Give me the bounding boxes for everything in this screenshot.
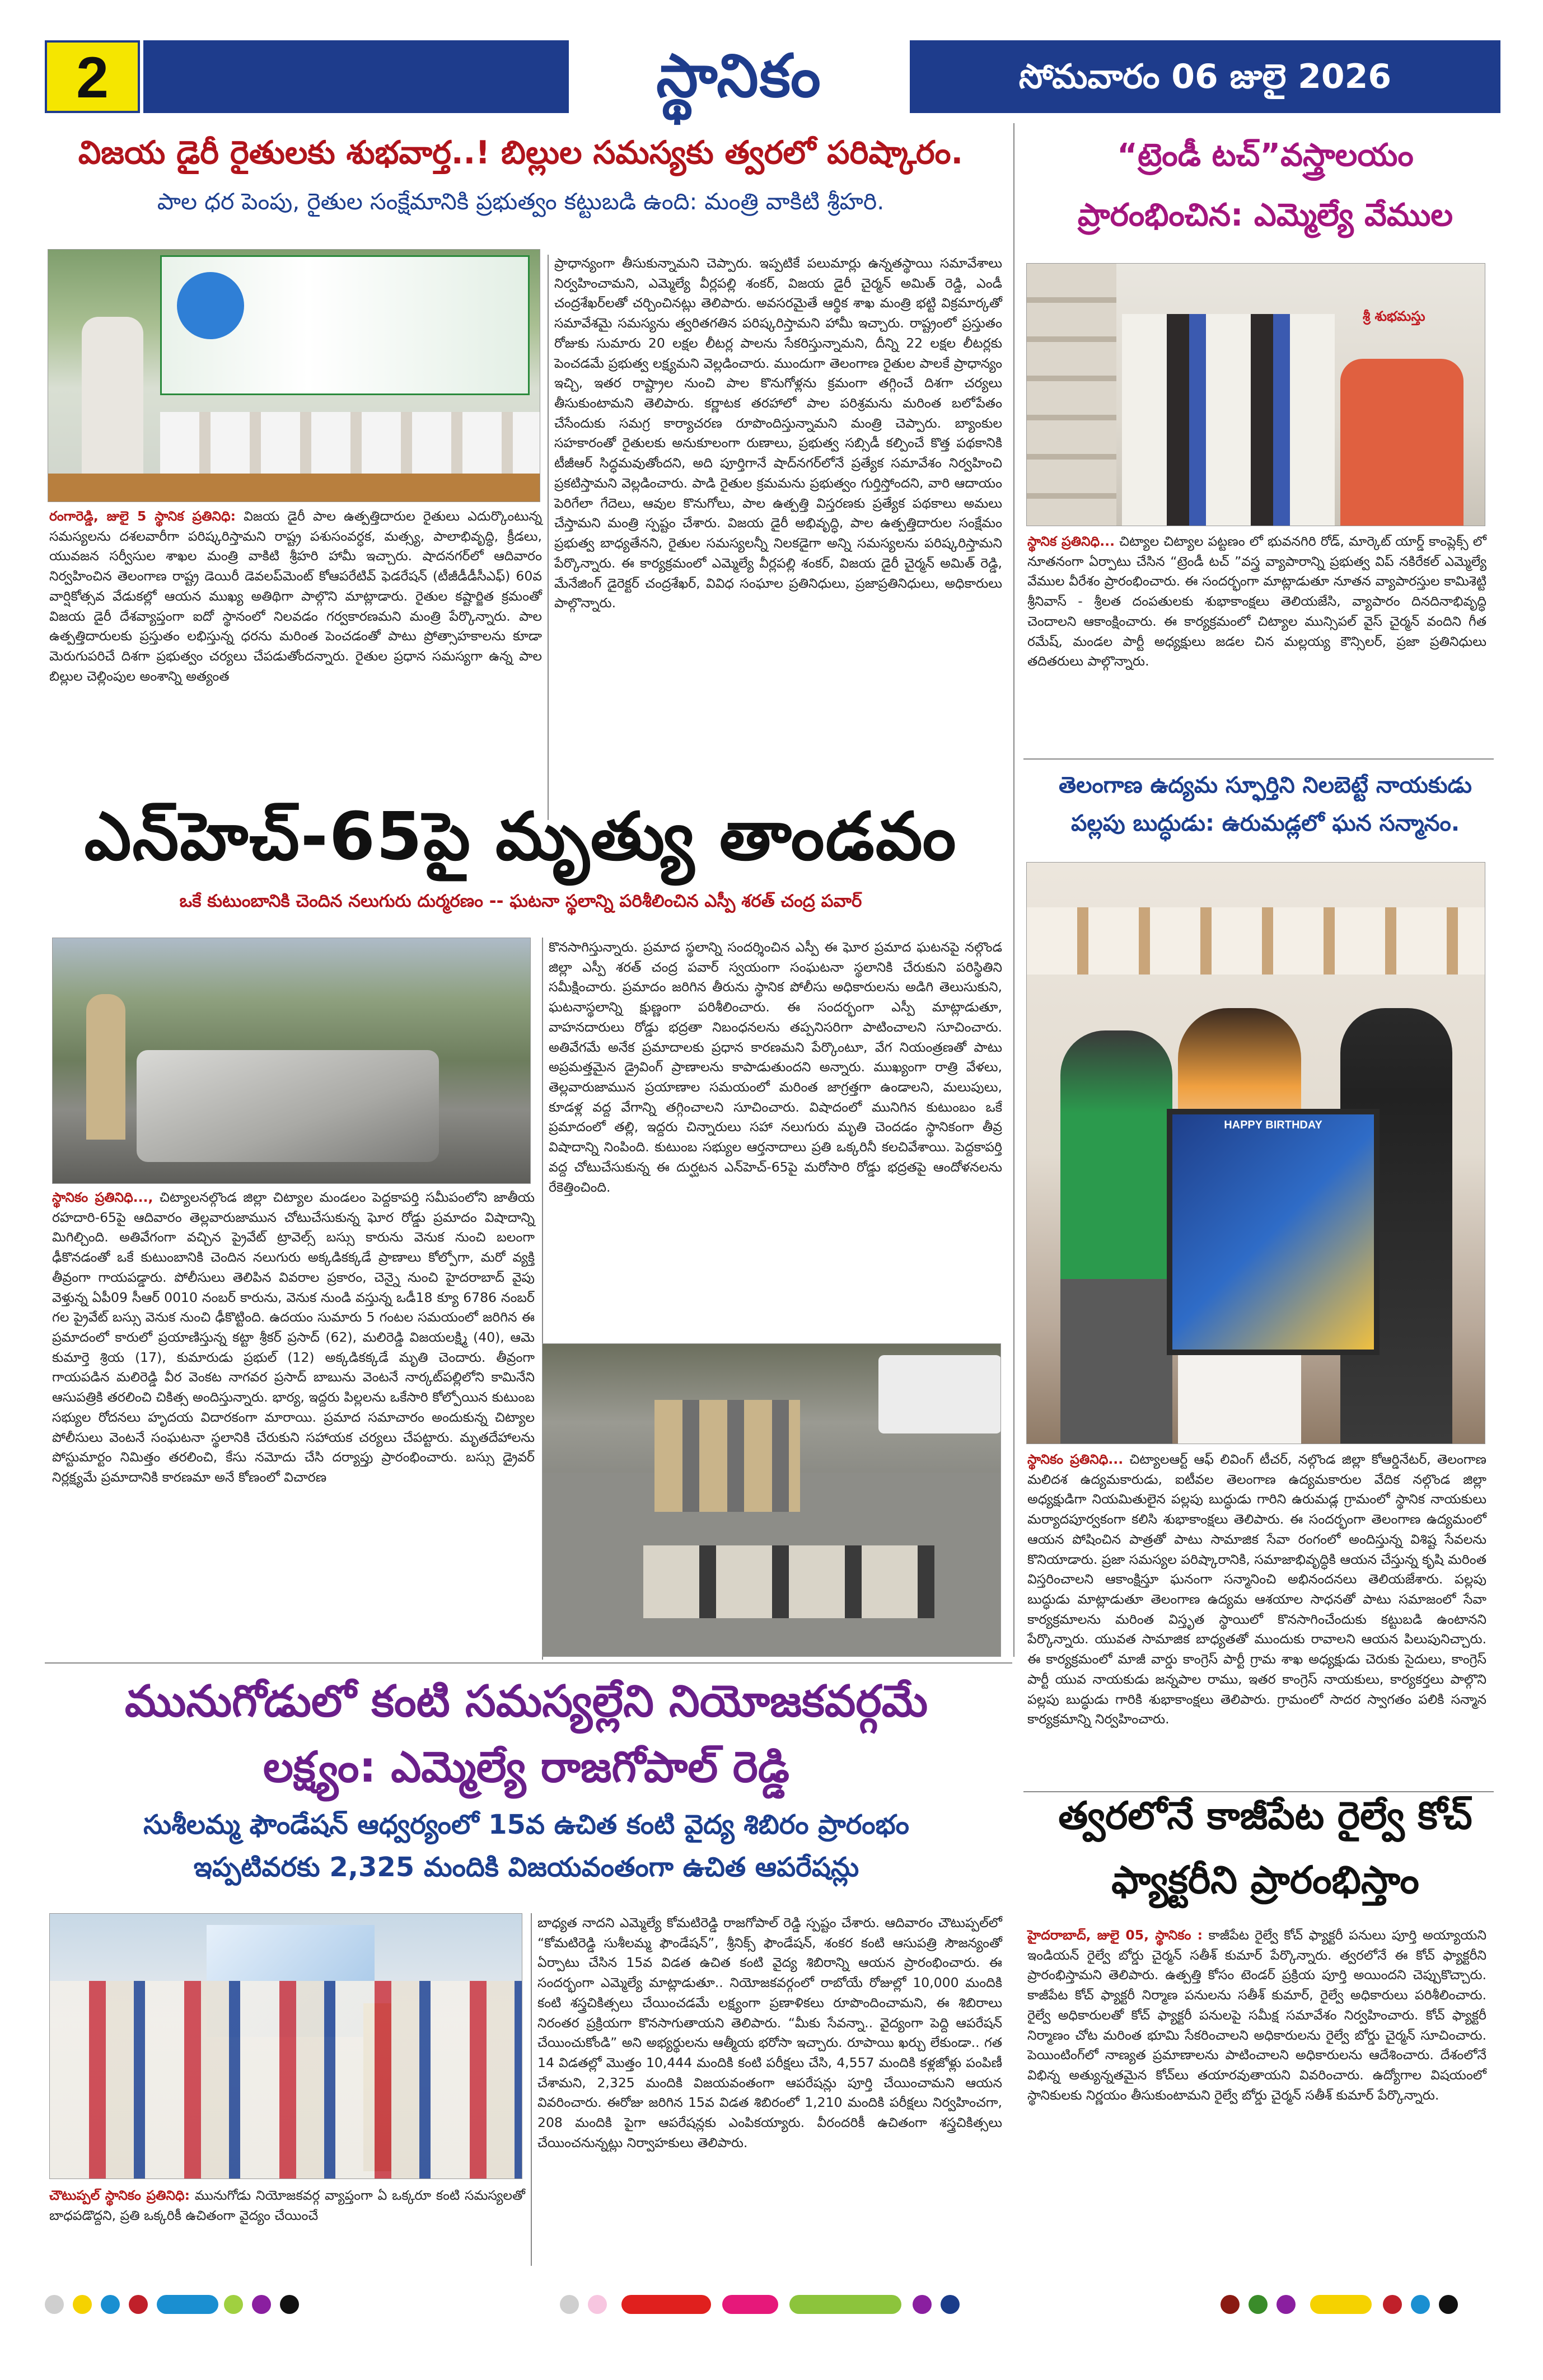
udyama-headline-2: పల్లపు బుద్ధుడు: ఉరుమడ్లలో ఘన సన్మానం. (1070, 810, 1460, 836)
masthead-left-band (143, 40, 569, 113)
dairy-text-left: విజయ డైరీ పాల ఉత్పత్తిదారుల రైతులు ఎదుర్కొంటున్న సమస్యలను దశలవారీగా పరిష్కరిస్తామని రాష్ట్ర పశుసంవర్ధక, మత్స్య, పాలాభివృద్ధి, క్రీడలు, యువజన సర్వీసుల శాఖల మంత్రి వాకిటి శ్రీహరి హామీ ఇచ్చారు. షాదనగర్‌లో ఆదివారం నిర్వహించిన తెలంగాణ రాష్ట్ర డెయిరీ డెవలప్‌మెంట్ కోఆపరేటివ్ ఫెడరేషన్ (టీజీడీడీసీఎఫ్) 60వ వార్షికోత్సవ వేడుకల్లో ఆయన ముఖ్య అతిథిగా పాల్గొని మాట్లాడారు. రైతుల కష్టార్జిత క్రమంతో విజయ డైరీ దేశవ్యాప్తంగా ఐదో స్థానంలో నిలవడం గర్వకారణమని మంత్రి పేర్కొన్నారు. పాల ఉత్పత్తిదారులకు ప్రస్తుతం లభిస్తున్న ధరను మరింత పెంచడంతో పాటు ప్రోత్సాహకాలను కూడా మెరుగుపరిచే దిశగా ప్రభుత్వం చర్యలు చేపడుతోందన్నారు. రైతుల ప్రధాన సమస్యగా ఉన్న పాల బిల్లుల చెల్లింపుల అంశాన్ని అత్యంత (49, 508, 542, 684)
dairy-body-left (49, 507, 542, 831)
munugodu-body-right: బాధ్యత నాదని ఎమ్మెల్యే కోమటిరెడ్డి రాజగోపాల్ రెడ్డి స్పష్టం చేశారు. ఆదివారం చౌటుప్పల్‌లో “కోమటిరెడ్డి సుశీలమ్మ ఫౌండేషన్”, శ్రీనిక్స్ ఫౌండేషన్, శంకర కంటి ఆసుపత్రి సౌజన్యంతో ఏర్పాటు చేసిన 15వ విడత ఉచిత కంటి వైద్య శిబిరాన్ని ఆయన ప్రారంభించారు. ఈ సందర్భంగా ఎమ్మెల్యే మాట్లాడుతూ.. నియోజకవర్గంలో రాబోయే రోజుల్లో 10,000 మందికి కంటి శస్త్రచికిత్సలు చేయించడమే లక్ష్యంగా ప్రణాళికలు రూపొందించామని, ఈ శిబిరాలు నిరంతర ప్రక్రియగా కొనసాగుతాయని తెలిపారు. “మీకు సేవన్నా.. వైద్యంగా పెద్ది ఆపరేషన్ చేయించుకోండి” అని అభ్యర్థులను ఆత్మీయ భరోసా ఇచ్చారు. రూపాయి ఖర్చు లేకుండా.. గత 14 విడతల్లో మొత్తం 10,444 మందికి కంటి పరీక్షలు చేసి, 4,557 మందికి కళ్లజోళ్లు పంపిణీ చేశామని, 2,325 మందికి విజయవంతంగా ఆపరేషన్లు పూర్తి చేయించామని ఆయన వివరించారు. ఈరోజు జరిగిన 15వ విడత శిబిరంలో 1,210 మందికి పరీక్షలు నిర్వహించగా, 208 మందికి పైగా ఆపరేషన్లకు ఎంపికయ్యారు. వీరందరికీ ఉచితంగా శస్త్రచికిత్సలు చేయించనున్నట్లు నిర్వాహకులు తెలిపారు. (537, 1915, 1002, 2151)
udyama-frame-text: HAPPY BIRTHDAY (1224, 1119, 1322, 1131)
trendy-people-group (1122, 314, 1335, 526)
reg-dot (129, 2295, 148, 2314)
udyama-man-left (1060, 1030, 1172, 1444)
reg-dot (1439, 2295, 1458, 2314)
reg-bar (621, 2295, 711, 2314)
footer-color-bar-left (45, 2295, 325, 2317)
kazipet-text: కాజీపేట రైల్వే కోచ్ ఫ్యాక్టరీ పనులు పూర్తి అయ్యాయని ఇండియన్ రైల్వే బోర్డు చైర్మన్ సతీశ్ కుమార్ పేర్కొన్నారు. త్వరలోనే ఈ కోచ్ ఫ్యాక్టరీని ప్రారంభిస్తామని తెలిపారు. ఉత్పత్తి కోసం టెండర్ ప్రక్రియ పూర్తి అయిందని చెప్పుకొచ్చారు. కాజీపేట కోచ్ ఫ్యాక్టరీ నిర్మాణ పనులను సతీశ్ కుమార్, రైల్వే అధికారులు పరిశీలించారు. రైల్వే అధికారులతో కోచ్ ఫ్యాక్టరీ పనులపై సమీక్ష సమావేశం నిర్వహించారు. కోచ్ ఫ్యాక్టరీ నిర్మాణం చోట మరింత భూమి సేకరించాలని అధికారులను రైల్వే బోర్డు చైర్మన్ సూచించారు. పెయింటింగ్‌లో నాణ్యత ప్రమాణాలను పాటించాలని అధికారులను ఆదేశించారు. దేశంలోనే విభిన్న అత్యున్నతమైన కోచ్‌లు తయారవుతాయని వివరించారు. ఉద్యోగాల విషయంలో స్థానికులకు నిర్ణయం తీసుకుంటామని రైల్వే బోర్డు చైర్మన్ సతీశ్ కుమార్ పేర్కొన్నారు. (1027, 1927, 1486, 2103)
udyama-photo (1026, 862, 1485, 1444)
nh65-headline: ఎన్‌హెచ్-65పై మృత్యు తాండవం (84, 798, 957, 875)
munugodu-headline-2: లక్ష్యం: ఎమ్మెల్యే రాజగోపాల్ రెడ్డి (263, 1742, 790, 1792)
reg-bar (1310, 2295, 1372, 2314)
reg-dot (560, 2295, 579, 2314)
reg-dot (1249, 2295, 1268, 2314)
munugodu-dateline: చౌటుప్పల్ స్థానికం ప్రతినిధి: (49, 2187, 190, 2203)
nh65-text-left: చిట్యాలనల్గొండ జిల్లా చిట్యాల మండలం పెద్దకాపర్తి సమీపంలోని జాతీయ రహదారి-65పై ఆదివారం తెల్లవారుజామున చోటుచేసుకున్న ఘోర రోడ్డు ప్రమాదం విషాదాన్ని మిగిల్చింది. అతివేగంగా వచ్చిన ప్రైవేట్ ట్రావెల్స్ బస్సు కారును వెనుక నుంచి బలంగా ఢీకొనడంతో ఒకే కుటుంబానికి చెందిన నలుగురు అక్కడికక్కడే ప్రాణాలు కోల్పోగా, మరో వ్యక్తి తీవ్రంగా గాయపడ్డారు. పోలీసులు తెలిపిన వివరాల ప్రకారం, చెన్నై నుంచి హైదరాబాద్ వైపు వెళ్తున్న ఏపీ09 సీఆర్ 0010 నంబర్ కారును, వెనుక నుండి వస్తున్న ఒడీ18 క్యూ 6786 నంబర్ గల ప్రైవేట్ బస్సు వెనుక నుంచి ఢీకొట్టింది. ఉదయం సుమారు 5 గంటల సమయంలో జరిగిన ఈ ప్రమాదంలో కారులో ప్రయాణిస్తున్న కట్టా శ్రీకర్ ప్రసాద్ (62), మలిరెడ్డి విజయలక్ష్మి (40), ఆమె కుమార్తె శ్రియ (17), కుమారుడు ప్రభుల్ (12) అక్కడికక్కడే మృతి చెందారు. తీవ్రంగా గాయపడిన మలిరెడ్డి వీర వెంకట నాగవర ప్రసాద్ బాబును వెంటనే నార్కట్‌పల్లిలోని కామినేని ఆసుపత్రికి తరలించి చికిత్స అందిస్తున్నారు. భార్య, ఇద్దరు పిల్లలను ఒకేసారి కోల్పోయిన కుటుంబ సభ్యుల రోదనలు హృదయ విదారకంగా మారాయి. ప్రమాద సమాచారం అందుకున్న చిట్యాల పోలీసులు వెంటనే సంఘటనా స్థలానికి చేరుకుని సహాయక చర్యలు చేపట్టారు. మృతదేహాలను పోస్టుమార్టం నిమిత్తం తరలించి, కేసు నమోదు చేసి దర్యాప్తు ప్రారంభించారు. బస్సు డ్రైవర్ నిర్లక్ష్యమే ప్రమాదానికి కారణమా అనే కోణంలో విచారణ (52, 1189, 535, 1486)
munugodu-body-left (49, 2186, 525, 2264)
nh65-body-right: కొనసాగిస్తున్నారు. ప్రమాద స్థలాన్ని సందర్శించిన ఎస్పీ ఈ ఘోర ప్రమాద ఘటనపై నల్గొండ జిల్లా ఎస్పీ శరత్ చంద్ర పవార్ స్వయంగా సంఘటనా స్థలానికి చేరుకుని పరిస్థితిని సమీక్షించారు. ప్రమాదం జరిగిన తీరును స్థానిక పోలీసు అధికారులను అడిగి తెలుసుకుని, ఘటనాస్థలాన్ని క్షుణ్ణంగా పరిశీలించారు. ఈ సందర్భంగా ఎస్పీ మాట్లాడుతూ, వాహనదారులు రోడ్డు భద్రతా నిబంధనలను తప్పనిసరిగా పాటించాలని సూచించారు. అతివేగమే అనేక ప్రమాదాలకు ప్రధాన కారణమని పేర్కొంటూ, వేగ నియంత్రణతో పాటు అప్రమత్తమైన డ్రైవింగ్ ప్రాణాలను కాపాడుతుందని అన్నారు. ముఖ్యంగా రాత్రి వేళలు, తెల్లవారుజామున ప్రయాణాల సమయంలో మరింత జాగ్రత్తగా ఉండాలని, మలుపులు, కూడళ్ల వద్ద వేగాన్ని తగ్గించాలని సూచించారు. విషాదంలో మునిగిన కుటుంబం ఒకే ప్రమాదంలో తల్లి, ఇద్దరు చిన్నారులు సహా నలుగురు మృతి చెందడం స్థానికంగా తీవ్ర విషాదాన్ని నింపింది. కుటుంబ సభ్యుల ఆర్తనాదాలు ప్రతి ఒక్కరినీ కలచివేశాయి. పెద్దకాపర్తి వద్ద చోటుచేసుకున్న ఈ దుర్ఘటన ఎన్‌హెచ్-65పై మరోసారి రోడ్డు భద్రతపై ఆందోళనలను రేకెత్తించింది. (549, 939, 1002, 1195)
dairy-subhead: పాల ధర పెంపు, రైతుల సంక్షేమానికి ప్రభుత్వం కట్టుబడి ఉంది: మంత్రి వాకిటి శ్రీహరి. (157, 188, 885, 215)
reg-dot (941, 2295, 960, 2314)
udyama-photo-frame (1167, 1109, 1380, 1355)
top-divider (1013, 123, 1014, 834)
reg-bar (722, 2295, 778, 2314)
trendy-photo (1026, 263, 1485, 526)
kazipet-headline-2: ఫ్యాక్టరీని ప్రారంభిస్తాం (1111, 1858, 1419, 1903)
udyama-text: చిట్యాలఆర్ట్ ఆఫ్ లివింగ్ టీచర్, నల్గొండ జిల్లా కోఆర్డినేటర్, తెలంగాణ మలిదశ ఉద్యమకారుడు, ఐటీవల తెలంగాణ ఉద్యమకారుల వేదిక నల్గొండ జిల్లా అధ్యక్షుడిగా నియమితులైన పల్లపు బుద్ధుడు గారిని ఉరుమడ్ల గ్రామంలో స్థానిక నాయకులు మర్యాదపూర్వకంగా కలిసి శుభాకాంక్షలు తెలిపారు. ఈ సందర్భంగా తెలంగాణ ఉద్యమంలో ఆయన పోషించిన పాత్రతో పాటు సామాజిక సేవా రంగంలో అందిస్తున్న విశిష్ట సేవలను కొనియాడారు. ప్రజా సమస్యల పరిష్కారానికి, సమాజాభివృద్ధికి ఆయన చేస్తున్న కృషి మరింత విస్తరించాలని ఆకాంక్షిస్తూ ఘనంగా సన్మానించి అభినందనలు తెలియజేశారు. పల్లపు బుద్ధుడు మాట్లాడుతూ తెలంగాణ ఉద్యమ ఆశయాల సాధనతో పాటు సమాజంలో సేవా కార్యక్రమాలను మరింత విస్తృత స్థాయిలో కొనసాగించేందుకు కట్టుబడి ఉంటానని పేర్కొన్నారు. యువత సామాజిక బాధ్యతతో ముందుకు రావాలని ఆయన పిలుపునిచ్చారు. ఈ కార్యక్రమంలో మాజీ వార్డు కాంగ్రెస్ పార్టీ గ్రామ శాఖ అధ్యక్షుడు చెరుకు సైదులు, కాంగ్రెస్ పార్టీ యువ నాయకుడు జన్నపాల రాము, ఇతర కాంగ్రెస్ నాయకులు, కార్యకర్తలు పాల్గొని పల్లపు బుద్ధుడు గారికి శుభాకాంక్షలు తెలిపారు. గ్రామంలో సాదర స్వాగతం పలికి సన్మాన కార్యక్రమాన్ని నిర్వహించారు. (1027, 1451, 1486, 1727)
horizontal-divider-right (1023, 758, 1494, 760)
kazipet-headline-1: త్వరలోనే కాజీపేట రైల్వే కోచ్ (1058, 1794, 1472, 1838)
munugodu-crowd (50, 1981, 522, 2179)
udyama-dateline: స్థానికం ప్రతినిధి... (1027, 1451, 1124, 1467)
munugodu-text-left: మునుగోడు నియోజకవర్గ వ్యాప్తంగా ఏ ఒక్కరూ కంటి సమస్యలతో బాధపడొద్దని, ప్రతి ఒక్కరికీ ఉచితంగా వైద్యం చేయించే (49, 2187, 525, 2223)
reg-bar (789, 2295, 901, 2314)
reg-dot (224, 2295, 243, 2314)
reg-dot (1277, 2295, 1296, 2314)
bodies-ambulance (878, 1355, 1001, 1433)
crash-officer (86, 994, 125, 1140)
nh65-photo-crash-car (52, 938, 531, 1184)
nh65-photo-bodies (542, 1343, 1001, 1657)
reg-bar (157, 2295, 218, 2314)
udyama-shelf (1027, 907, 1485, 975)
reg-dot (588, 2295, 607, 2314)
reg-dot (913, 2295, 932, 2314)
reg-dot (45, 2295, 64, 2314)
middle-right-divider (1013, 834, 1014, 1657)
dairy-banner-logo (177, 272, 244, 339)
reg-dot (1221, 2295, 1240, 2314)
footer-color-bar-center (560, 2295, 985, 2317)
udyama-headline-1: తెలంగాణ ఉద్యమ స్ఫూర్తిని నిలబెట్టే నాయకుడు (1059, 772, 1472, 798)
bodies-police-group (654, 1400, 800, 1512)
reg-dot (1411, 2295, 1430, 2314)
masthead (45, 40, 1500, 113)
munugodu-photo (49, 1913, 522, 2179)
munugodu-headline-1: మునుగోడులో కంటి సమస్యల్లేని నియోజకవర్గమే (124, 1676, 928, 1727)
nh65-dateline: స్థానికం ప్రతినిధి..., (52, 1189, 153, 1205)
issue-date: సోమవారం 06 జులై 2026 (1018, 57, 1392, 96)
bodies-victims (643, 1545, 934, 1618)
dairy-stage-floor (48, 474, 540, 502)
reg-dot (1383, 2295, 1402, 2314)
trendy-text: చిట్యాల చిట్యాల పట్టణం లో భువనగిరి రోడ్, మార్కెట్ యార్డ్ కాంప్లెక్స్ లో నూతనంగా ఏర్పాటు చేసిన “ట్రెండీ టచ్ ”వస్త్ర వ్యాపారాన్ని ప్రభుత్వ విప్ నకిరేకల్ ఎమ్మెల్యే వేముల వీరేశం ప్రారంభించారు. ఈ సందర్భంగా మాట్లాడుతూ నూతన వ్యాపారస్తుల కామిశెట్టి శ్రీనివాస్ - శ్రీలత దంపతులకు శుభాకాంక్షలు తెలియజేసి, వ్యాపారం దినదినాభివృద్ధి చెందాలని ఆకాంక్షించారు. ఈ కార్యక్రమంలో చిట్యాల మున్సిపల్ వైస్ చైర్మన్ వందిని గీత రమేష్, మండల పార్టీ అధ్యక్షులు జడల చిన మల్లయ్య కౌన్సిలర్, ప్రజా ప్రతినిధులు తదితరులు పాల్గొన్నారు. (1027, 533, 1486, 669)
kazipet-top-divider (1023, 1791, 1494, 1792)
trendy-headline-1: “ట్రెండీ టచ్”వస్త్రాలయం (1117, 137, 1414, 174)
reg-dot (252, 2295, 271, 2314)
munugodu-column-rule (531, 1913, 532, 2266)
dairy-column-rule (548, 255, 549, 820)
page-number-box (45, 40, 140, 113)
dairy-body-right: ప్రాధాన్యంగా తీసుకున్నామని చెప్పారు. ఇప్పటికే పలుమార్లు ఉన్నతస్థాయి సమావేశాలు నిర్వహించామని, ఎమ్మెల్యే వీర్లపల్లి శంకర్, విజయ డైరీ చైర్మన్ అమిత్ రెడ్డి, ఎండీ చంద్రశేఖర్‌లతో చర్చించినట్లు తెలిపారు. అవసరమైతే ఆర్థిక శాఖ మంత్రి భట్టి విక్రమార్కతో సమావేశమై సమస్యను త్వరితగతిన పరిష్కరిస్తామని హామీ ఇచ్చారు. రాష్ట్రంలో ప్రస్తుతం రోజుకు సుమారు 20 లక్షల లీటర్ల పాలను సేకరిస్తున్నామని, దీన్ని 22 లక్షల లీటర్లకు పెంచడమే ప్రభుత్వ లక్ష్యమని వెల్లడించారు. ముందుగా తెలంగాణ రైతుల పాలకే ప్రాధాన్యం ఇచ్చి, ఇతర రాష్ట్రాల నుంచి పాల కొనుగోళ్లను క్రమంగా తగ్గించే దిశగా చర్యలు తీసుకుంటామని తెలిపారు. కర్ణాటక తరహాలో పాల పరిశ్రమను మరింత బలోపేతం చేసేందుకు సమగ్ర కార్యాచరణ రూపొందిస్తున్నామని మంత్రి చెప్పారు. బ్యాంకుల సహకారంతో రైతులకు అనుకూలంగా రుణాలు, ప్రభుత్వ సబ్సిడీ కల్పించే కొత్త పథకానికి టీజీఆర్ సిద్ధమవుతోందని, అది పూర్తిగానే షాద్‌నగర్‌లోనే ప్రత్యేక సమావేశం నిర్వహించి ప్రకటిస్తామని వెల్లడించారు. పాడి రైతుల క్రమమను ప్రభుత్వం గుర్తిస్తోందని, వారి ఆదాయం పెరిగేలా గేదెలు, ఆవుల కొనుగోలు, పాల ఉత్పత్తి విస్తరణకు ప్రత్యేక పథకాలు అమలు చేస్తామని మంత్రి స్పష్టం చేశారు. విజయ డైరీ అభివృద్ధి, పాల ఉత్పత్తిదారుల సంక్షేమం ప్రభుత్వ బాధ్యతేనని, రైతుల సమస్యలన్నీ నిలకడైగా అన్ని సమస్యలను పరిష్కరిస్తామని పేర్కొన్నారు. ఈ కార్యక్రమంలో ఎమ్మెల్యే వీర్లపల్లి శంకర్, విజయ డైరీ చైర్మన్ అమిత్ రెడ్డి, మేనేజింగ్ డైరెక్టర్ చంద్రశేఖర్, వివిధ సంఘాల ప్రతినిధులు, ప్రజాప్రతినిధులు, అధికారులు పాల్గొన్నారు. (554, 255, 1002, 611)
nh65-subhead: ఒకే కుటుంబానికి చెందిన నలుగురు దుర్మరణం -- ఘటనా స్థలాన్ని పరిశీలించిన ఎస్పీ శరత్ చంద్ర పవార్ (179, 891, 862, 911)
reg-dot (73, 2295, 92, 2314)
masthead-date-band (910, 40, 1500, 113)
kazipet-body (1027, 1925, 1486, 2273)
kazipet-dateline: హైదరాబాద్, జులై 05, స్థానికం : (1027, 1927, 1203, 1943)
dairy-dateline: రంగారెడ్డి, జులై 5 స్థానిక ప్రతినిధి: (49, 508, 236, 524)
trendy-shelves (1027, 264, 1116, 526)
reg-dot (280, 2295, 299, 2314)
dairy-guests-row (160, 412, 540, 479)
dairy-podium-speaker (82, 317, 143, 485)
mid-horizontal-divider (45, 1662, 1012, 1664)
dairy-photo (48, 249, 540, 502)
munugodu-subhead-1: సుశీలమ్మ ఫౌండేషన్ ఆధ్వర్యంలో 15వ ఉచిత కంటి వైద్య శిబిరం ప్రారంభం (143, 1809, 909, 1840)
crash-car-wreck (137, 1050, 439, 1162)
masthead-title: స్థానికం (656, 41, 822, 110)
dairy-headline: విజయ డైరీ రైతులకు శుభవార్త..! బిల్లుల సమస్యకు త్వరలో పరిష్కారం. (78, 134, 964, 171)
page-number: 2 (76, 45, 109, 110)
reg-dot (101, 2295, 120, 2314)
munugodu-subhead-2: ఇప్పటివరకు 2,325 మందికి విజయవంతంగా ఉచిత ఆపరేషన్లు (193, 1852, 859, 1883)
footer-color-bar-right (1221, 2295, 1500, 2317)
trendy-dateline: స్థానిక ప్రతినిధి... (1027, 533, 1115, 549)
trendy-wall-writing: శ్రీ శుభమస్తు (1363, 308, 1425, 324)
trendy-honoree (1340, 359, 1463, 526)
trendy-headline-2: ప్రారంభించిన: ఎమ్మెల్యే వేముల (1077, 197, 1453, 233)
